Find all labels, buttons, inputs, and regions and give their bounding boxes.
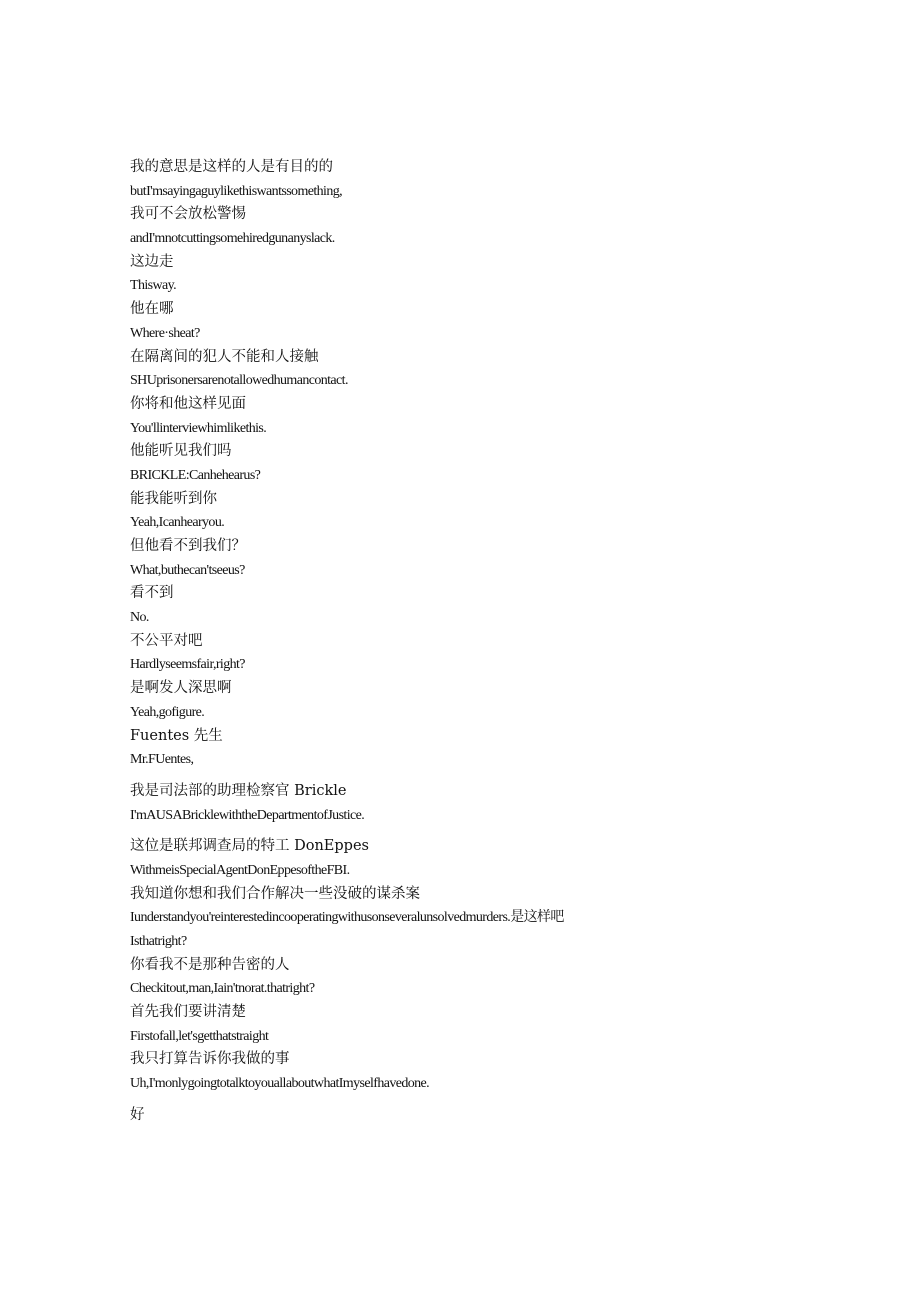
- subtitle-line: Yeah,gofigure.: [130, 704, 205, 720]
- subtitle-line: 但他看不到我们？: [130, 538, 246, 554]
- subtitle-line: Isthatright?: [130, 934, 187, 949]
- subtitle-line: andI'mnotcuttingsomehiredgunanyslack.: [130, 231, 335, 247]
- subtitle-line: 我是司法部的助理检察官 Brickle: [130, 782, 347, 799]
- subtitle-line: Where·sheat?: [130, 325, 200, 341]
- subtitle-line: Fuentes 先生: [130, 727, 223, 744]
- subtitle-line: butI'msayingaguylikethiswantssomething,: [130, 183, 343, 199]
- subtitle-line: 我的意思是这样的人是有目的的: [130, 159, 333, 175]
- subtitle-line: 能我能听到你: [130, 490, 217, 507]
- subtitle-line: What,buthecan'tseeus?: [130, 562, 245, 578]
- subtitle-line: 这边走: [130, 253, 174, 270]
- subtitle-line: Hardlyseemsfair,right?: [130, 657, 245, 673]
- subtitle-line: 他能听见我们吗: [130, 443, 232, 460]
- subtitle-line: 我知道你想和我们合作解决一些没破的谋杀案: [130, 885, 420, 902]
- subtitle-line: 这位是联邦调查局的特工 DonEppes: [130, 838, 369, 855]
- subtitle-line: WithmeisSpecialAgentDonEppesoftheFBI.: [130, 862, 350, 878]
- transcript-page: [130, 156, 890, 1128]
- subtitle-line: SHUprisonersarenotallowedhumancontact.: [130, 373, 348, 389]
- subtitle-line: 好: [130, 1106, 145, 1123]
- subtitle-line: No.: [130, 610, 149, 626]
- subtitle-line: BRICKLE:Canhehearus?: [130, 467, 261, 483]
- subtitle-line: 你看我不是那种告密的人: [130, 956, 290, 973]
- subtitle-line: 我可不会放松警惕: [130, 206, 246, 223]
- subtitle-line: You'llinterviewhimlikethis.: [130, 420, 267, 436]
- subtitle-line: 是啊发人深思啊: [130, 680, 232, 697]
- subtitle-line: Uh,I'monlygoingtotalktoyouallaboutwhatImyselfhavedone.: [130, 1076, 430, 1092]
- subtitle-line: I'mAUSABricklewiththeDepartmentofJustice.: [130, 807, 365, 823]
- subtitle-line: Iunderstandyou'reinterestedincooperatingwithusonseveralunsolvedmurders.是这样吧: [130, 910, 564, 926]
- subtitle-line: 你将和他这样见面: [130, 395, 246, 412]
- subtitle-line: 他在哪: [130, 301, 174, 318]
- subtitle-line: 我只打算告诉你我做的事: [130, 1051, 290, 1068]
- subtitle-line: 看不到: [130, 585, 174, 602]
- subtitle-line: Mr.FUentes,: [130, 752, 194, 768]
- subtitle-line: Firstofall,let'sgetthatstraight: [130, 1028, 269, 1044]
- subtitle-line: 不公平对吧: [130, 632, 203, 649]
- subtitle-line: 首先我们要讲清楚: [130, 1004, 246, 1021]
- subtitle-line: Thisway.: [130, 278, 177, 294]
- subtitle-line: Yeah,Icanhearyou.: [130, 515, 225, 531]
- subtitle-line: Checkitout,man,Iain'tnorat.thatright?: [130, 981, 315, 997]
- subtitle-line: 在隔离间的犯人不能和人接触: [130, 348, 319, 365]
